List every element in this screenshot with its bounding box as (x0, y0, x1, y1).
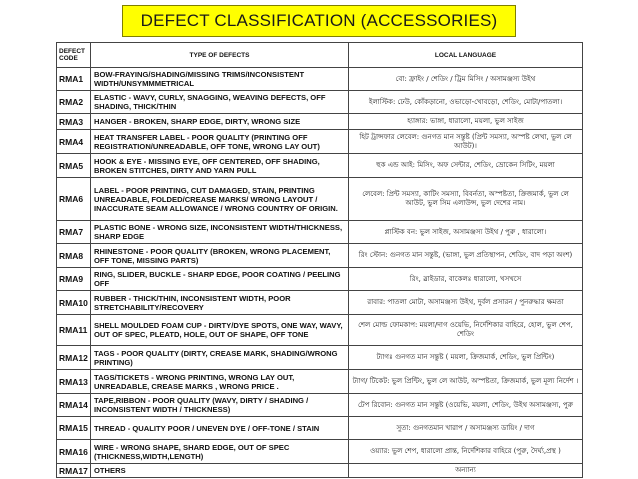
defect-code-cell: RMA13 (57, 370, 91, 394)
defect-type-cell: TAGS/TICKETS - WRONG PRINTING, WRONG LAY OUT, UNREADABLE, CREASE MARKS , WRONG PRICE . (91, 370, 349, 394)
header-defect-code: DEFECT CODE (57, 43, 91, 68)
table-row (57, 464, 583, 478)
table-row (57, 130, 583, 154)
local-language-cell: হিট ট্রান্সফার লেবেল: গুনগত মান সন্তুষ্ট (প্রিন্ট সমস্যা, অস্পষ্ট লেখা, ভুল লে আউট)। (349, 130, 583, 154)
defect-type-cell: OTHERS (91, 464, 349, 478)
defect-code-cell: RMA17 (57, 464, 91, 478)
defect-table (56, 42, 583, 478)
defect-code-cell: RMA14 (57, 394, 91, 417)
table-row (57, 394, 583, 417)
table-row (57, 221, 583, 244)
local-language-cell: ওয়্যার: ভুল শেপ, ধারালো প্রান্ত, নির্দেশিকার বাহিরে (পুরু, দৈর্ঘ্য,প্রস্থ ) (349, 440, 583, 464)
local-language-cell: শেল মোল্ড ফোমকাপ: ময়লা/দাগ ওয়েভি, নির্দেশিকার বাহিরে, হোল, ভুল শেপ, শেডিং (349, 315, 583, 346)
table-row (57, 315, 583, 346)
defect-type-cell: RUBBER - THICK/THIN, INCONSISTENT WIDTH, POOR STRETCHABILITY/RECOVERY (91, 291, 349, 315)
defect-code-cell: RMA16 (57, 440, 91, 464)
table-row (57, 154, 583, 178)
defect-type-cell: TAPE,RIBBON - POOR QUALITY (WAVY, DIRTY / SHADING / INCONSISTENT WIDTH / THICKNESS) (91, 394, 349, 417)
defect-type-cell: RING, SLIDER, BUCKLE - SHARP EDGE, POOR COATING / PEELING OFF (91, 268, 349, 291)
table-row (57, 370, 583, 394)
defect-code-cell: RMA6 (57, 178, 91, 221)
defect-type-cell: TAGS - POOR QUALITY (DIRTY, CREASE MARK, SHADING/WRONG PRINTING) (91, 346, 349, 370)
table-row (57, 291, 583, 315)
table-row (57, 68, 583, 91)
local-language-cell: ইলাস্টিক: ঢেউ, কোঁকড়ানো, ওভাড়ো-খোবড়ো, শেডিং, মোটা/পাতলা। (349, 91, 583, 114)
defect-code-cell: RMA10 (57, 291, 91, 315)
defect-type-cell: LABEL - POOR PRINTING, CUT DAMAGED, STAIN, PRINTING UNREADABLE, FOLDED/CREASE MARKS/ WRONG LAYOUT / INACCURATE SEAM ALLOWANCE / WRONG COUNTRY OF ORIGIN. (91, 178, 349, 221)
defect-code-cell: RMA7 (57, 221, 91, 244)
defect-type-cell: ELASTIC - WAVY, CURLY, SNAGGING, WEAVING DEFECTS, OFF SHADING, THICK/THIN (91, 91, 349, 114)
table-row (57, 244, 583, 268)
defect-type-cell: PLASTIC BONE - WRONG SIZE, INCONSISTENT WIDTH/THICKNESS, SHARP EDGE (91, 221, 349, 244)
defect-code-cell: RMA3 (57, 114, 91, 130)
defect-code-cell: RMA9 (57, 268, 91, 291)
local-language-cell: প্লাস্টিক বন: ভুল সাইজ, অসামঞ্জস্য উইথ / পুরু , ধারালো। (349, 221, 583, 244)
defect-type-cell: HEAT TRANSFER LABEL - POOR QUALITY (PRINTING OFF REGISTRATION/UNREADABLE, OFF TONE, WRONG LAY OUT) (91, 130, 349, 154)
local-language-cell: হুক এন্ড আই: মিসিং, অফ সেন্টার, শেডিং, ভ্রোকেন সিটিং, ময়লা (349, 154, 583, 178)
table-row (57, 91, 583, 114)
defect-type-cell: RHINESTONE - POOR QUALITY (BROKEN, WRONG PLACEMENT, OFF TONE, MISSING PARTS) (91, 244, 349, 268)
local-language-cell: সুতা: গুনগতমান খারাপ / অসামঞ্জস্য ডায়িং / দাগ (349, 417, 583, 440)
defect-type-cell: WIRE - WRONG SHAPE, SHARD EDGE, OUT OF SPEC (THICKNESS,WIDTH,LENGTH) (91, 440, 349, 464)
defect-type-cell: SHELL MOULDED FOAM CUP - DIRTY/DYE SPOTS, ONE WAY, WAVY, OUT OF SPEC, PLEATD, HOLE, OUT OF SHAPE, OFF TONE (91, 315, 349, 346)
local-language-cell: রিং, স্লাইডার, বাকেলঃ ধারালো, খসখসে (349, 268, 583, 291)
defect-code-cell: RMA12 (57, 346, 91, 370)
local-language-cell: লেবেল: প্রিন্ট সমস্যা, কাটিং সমস্যা, বিবর্নতা, অস্পষ্টতা, ক্রিজমার্ক, ভুল লে আউট, ভুল সিম এলাউন্স, ভুল দেশের নাম। (349, 178, 583, 221)
table-header-row (57, 43, 583, 68)
defect-type-cell: HOOK & EYE - MISSING EYE, OFF CENTERED, OFF SHADING, BROKEN STITCHES, DIRTY AND YARN PULL (91, 154, 349, 178)
defect-type-cell: BOW-FRAYING/SHADING/MISSING TRIMS/INCONSISTENT WIDTH/UNSYMMMETRICAL (91, 68, 349, 91)
defect-code-cell: RMA2 (57, 91, 91, 114)
defect-code-cell: RMA5 (57, 154, 91, 178)
local-language-cell: রাবার: পাতলা মোটা, অসামঞ্জস্য উইথ, দুর্বল প্রসারন / পুনরুদ্ধার ক্ষমতা (349, 291, 583, 315)
header-type-of-defects: TYPE OF DEFECTS (91, 43, 349, 68)
defect-type-cell: THREAD - QUALITY POOR / UNEVEN DYE / OFF-TONE / STAIN (91, 417, 349, 440)
local-language-cell: টেপ রিবোন: গুনগত মান সন্তুষ্ট (ওয়েভি, ময়লা, শেডিং, উইথ অসামঞ্জস্য, পুরু (349, 394, 583, 417)
slide-title: DEFECT CLASSIFICATION (ACCESSORIES) (122, 5, 516, 37)
table-row (57, 440, 583, 464)
header-local-language: LOCAL LANGUAGE (349, 43, 583, 68)
local-language-cell: বো: ফ্রাইং / শেডিং / ট্রিম মিসিং / অসামঞ্জস্য উইথ (349, 68, 583, 91)
defect-code-cell: RMA8 (57, 244, 91, 268)
defect-type-cell: HANGER - BROKEN, SHARP EDGE, DIRTY, WRONG SIZE (91, 114, 349, 130)
table-row (57, 346, 583, 370)
defect-code-cell: RMA1 (57, 68, 91, 91)
local-language-cell: হ্যাঙ্গার: ভাঙ্গা, ধারালো, ময়লা, ভুল সাইজ (349, 114, 583, 130)
table-row (57, 417, 583, 440)
local-language-cell: ট্যাগ/ টিকেট: ভুল প্রিন্টিং, ভুল লে আউট, অস্পষ্টতা, ক্রিজমার্ক, ভুল মূল্য নির্দেশ । (349, 370, 583, 394)
local-language-cell: অন্যান্য (349, 464, 583, 478)
local-language-cell: রিং স্টোন: গুনগত মান সন্তুষ্ট, (ভাঙ্গা, ভুল প্রতিস্থাপন, শেডিং, বাদ পড়া অংশ) (349, 244, 583, 268)
defect-code-cell: RMA11 (57, 315, 91, 346)
defect-code-cell: RMA4 (57, 130, 91, 154)
defect-code-cell: RMA15 (57, 417, 91, 440)
table-row (57, 114, 583, 130)
local-language-cell: ট্যাগঃ গুনগত মান সন্তুষ্ট ( ময়লা, ক্রিজমার্ক, শেডিং, ভুল প্রিন্টিং) (349, 346, 583, 370)
table-row (57, 268, 583, 291)
table-row (57, 178, 583, 221)
